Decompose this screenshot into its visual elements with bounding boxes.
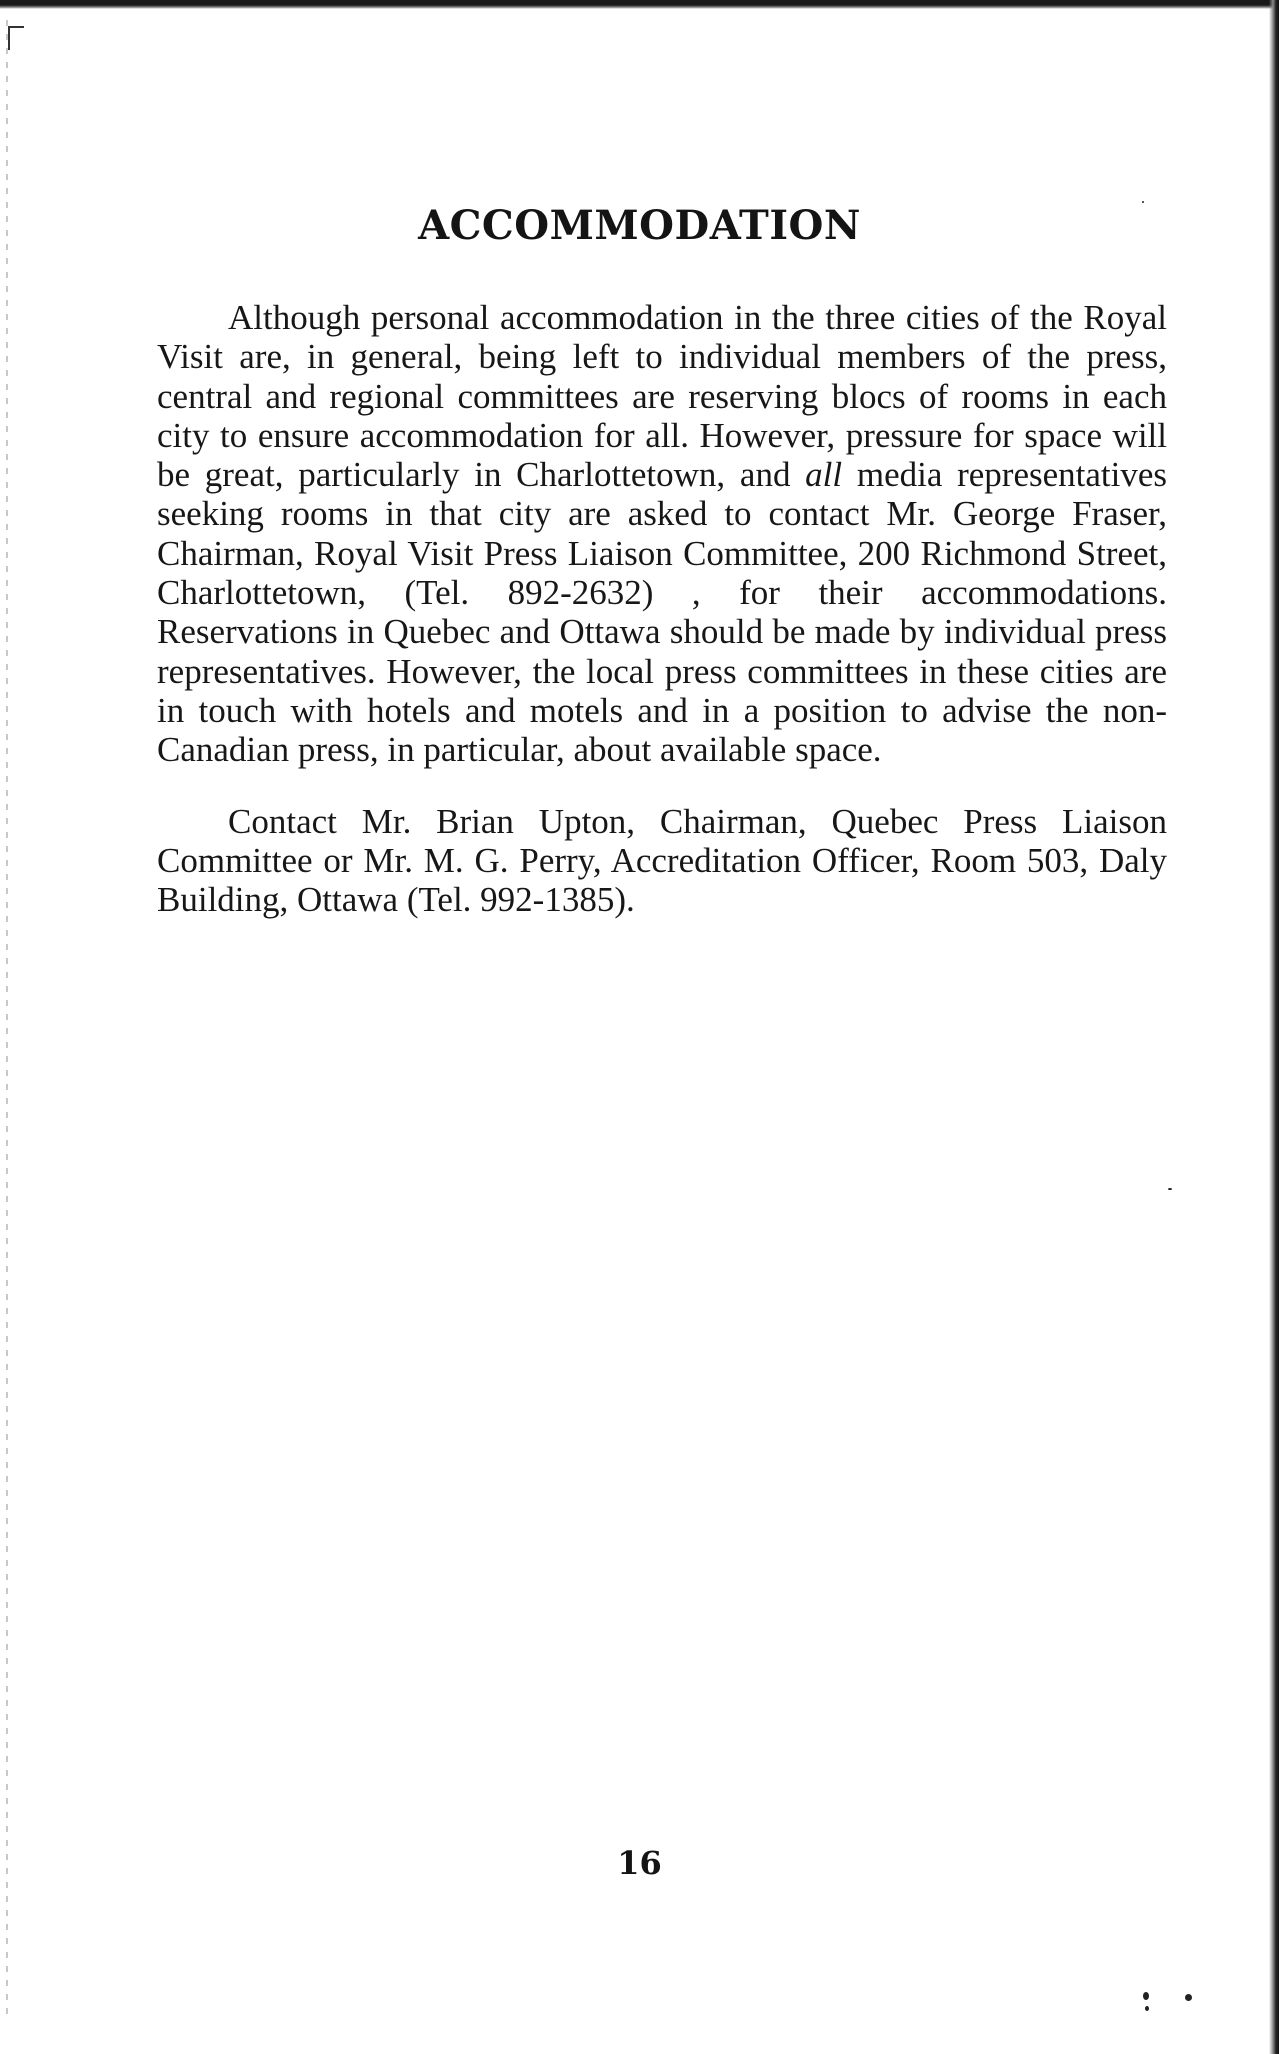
- page-number: 16: [617, 1844, 662, 1882]
- scan-speck: [1143, 1992, 1149, 2000]
- scan-right-edge: [1269, 0, 1279, 2054]
- scan-top-edge: [0, 0, 1279, 9]
- scan-left-edge: [6, 20, 8, 2020]
- scan-speck: [1168, 1188, 1172, 1190]
- paragraph-text-before: Although personal accommodation in the three cities of the Royal Visit are, in general, being left to individual members of the press, central and regional committees are reserving blocs of rooms in each city to ensure accommodation for all. However, pressure for space will be great, particularly in Charlottetown, and: [157, 298, 1167, 495]
- paragraph-text-after: media representatives seeking rooms in that city are asked to contact Mr. George Fraser, Chairman, Royal Visit Press Liaison Committee, 200 Richmond Street, Charlottetown, (Tel. 892-2632) , for their accommodations. Reservations in Quebec and Ottawa should be made by individual press representatives. However, the local press committees in these cities are in touch with hotels and motels and in a position to advise the non-Canadian press, in particular, about available space.: [157, 455, 1167, 770]
- scan-corner-mark: [8, 26, 24, 50]
- page-title: ACCOMMODATION: [418, 202, 861, 249]
- emphasized-word: all: [805, 455, 843, 495]
- scan-speck: [1142, 201, 1144, 203]
- scan-speck: [1145, 2006, 1149, 2011]
- paragraph-accommodation: [157, 298, 1167, 770]
- paragraph-contact: Contact Mr. Brian Upton, Chairman, Quebec Press Liaison Committee or Mr. M. G. Perry, Accreditation Officer, Room 503, Daly Building, Ottawa (Tel. 992-1385).: [157, 801, 1167, 920]
- scan-speck: [1185, 1994, 1192, 2001]
- body-text: [157, 298, 1167, 919]
